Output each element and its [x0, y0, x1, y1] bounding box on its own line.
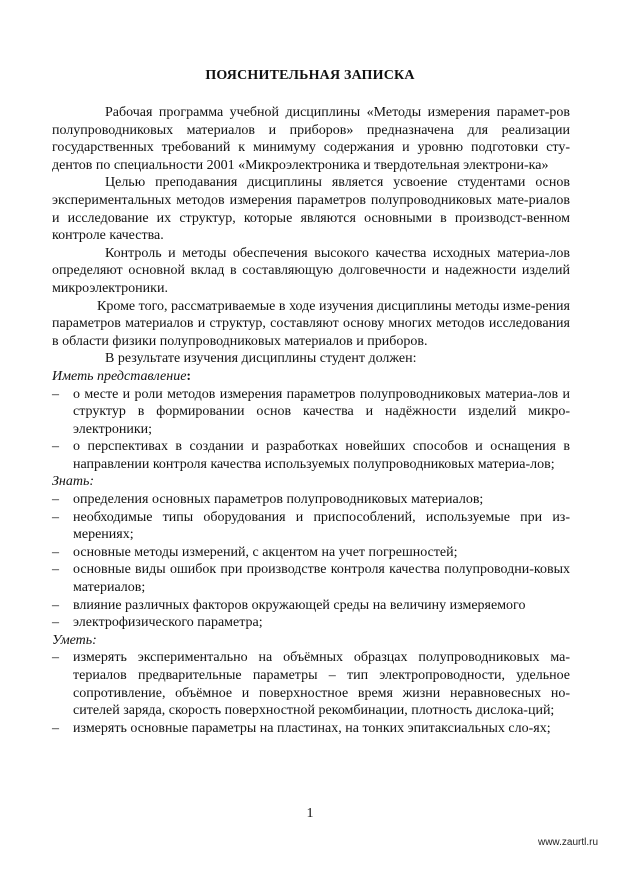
list-item [52, 649, 570, 719]
list-item-text: электрофизического параметра; [73, 615, 263, 631]
list-represent [52, 386, 570, 474]
site-watermark: www.zaurtl.ru [537, 837, 598, 848]
dash-marker: – [52, 492, 59, 508]
section-label-represent-colon: : [186, 368, 192, 384]
list-item [52, 561, 570, 596]
dash-marker: – [52, 439, 59, 455]
dash-marker: – [52, 509, 59, 525]
section-label-represent [52, 368, 570, 386]
section-label-represent-text: Иметь представление [52, 368, 187, 384]
dash-marker: – [52, 597, 59, 613]
list-able [52, 649, 570, 737]
list-item [52, 544, 570, 562]
list-item [52, 386, 570, 439]
paragraph-methods-basis: Кроме того, рассматриваемые в ходе изучения дисциплины методы изме-рения параметров материалов и структур, составляют основу многих методов исследования в области физики полупроводниковых материалов и приборов. [52, 298, 570, 349]
section-label-know: Знать: [52, 474, 95, 490]
page-number: 1 [306, 806, 314, 821]
list-item-text: измерять основные параметры на пластинах, на тонких эпитаксиальных сло-ях; [73, 720, 551, 736]
paragraph-quality-control: Контроль и методы обеспечения высокого качества исходных материа-лов определяют основной вклад в составляющую долговечности и надежности изделий микроэлектроники. [52, 245, 570, 296]
paragraph-program-purpose: Рабочая программа учебной дисциплины «Методы измерения парамет-ров полупроводниковых материалов и приборов» предназначена для реализации государственных требований к минимуму содержания и уровню подготовки сту-дентов по специальности 2001 «Микроэлектроника и твердотельная электрони-ка» [52, 105, 570, 173]
dash-marker: – [52, 650, 59, 666]
section-label-able: Уметь: [52, 632, 97, 648]
list-item [52, 597, 570, 615]
list-item [52, 509, 570, 544]
list-item-text: основные методы измерений, с акцентом на учет погрешностей; [73, 544, 458, 560]
paragraph-student-outcomes: В результате изучения дисциплины студент должен: [105, 351, 417, 367]
dash-marker: – [52, 544, 59, 560]
list-item-text: влияние различных факторов окружающей среды на величину измеряемого [73, 597, 526, 613]
list-item-text: о перспективах в создании и разработках новейших способов и оснащения в направлении контроля качества используемых полупроводниковых материа-лов; [73, 439, 570, 472]
list-know [52, 491, 570, 632]
document-body [52, 104, 570, 737]
document-title: ПОЯСНИТЕЛЬНАЯ ЗАПИСКА [205, 68, 415, 83]
dash-marker: – [52, 386, 59, 402]
list-item [52, 491, 570, 509]
dash-marker: – [52, 720, 59, 736]
list-item [52, 720, 570, 738]
list-item-text: основные виды ошибок при производстве контроля качества полупроводни-ковых материалов; [73, 562, 570, 596]
list-item-text: необходимые типы оборудования и приспособлений, используемые при из-мерениях; [73, 509, 570, 543]
dash-marker: – [52, 562, 59, 578]
list-item-text: измерять экспериментально на объёмных образцах полупроводниковых ма-териалов предварительные параметры – тип электропроводности, удельное сопротивление, объёмное и поверхностное время жизни неравновесных но-сителей заряда, скорость поверхностной рекомбинации, плотность дислока-ций; [73, 650, 570, 719]
list-item-text: о месте и роли методов измерения параметров полупроводниковых материа-лов и структур в формировании основ качества и надёжности изделий микро-электроники; [73, 386, 570, 437]
list-item [52, 438, 570, 473]
list-item-text: определения основных параметров полупроводниковых материалов; [73, 492, 484, 508]
paragraph-teaching-goal: Целью преподавания дисциплины является усвоение студентами основ экспериментальных методов измерения параметров полупроводниковых мате-риалов и исследование их структур, которые являются основными в производст-венном контроле качества. [52, 175, 570, 244]
dash-marker: – [52, 615, 59, 631]
list-item [52, 614, 570, 632]
